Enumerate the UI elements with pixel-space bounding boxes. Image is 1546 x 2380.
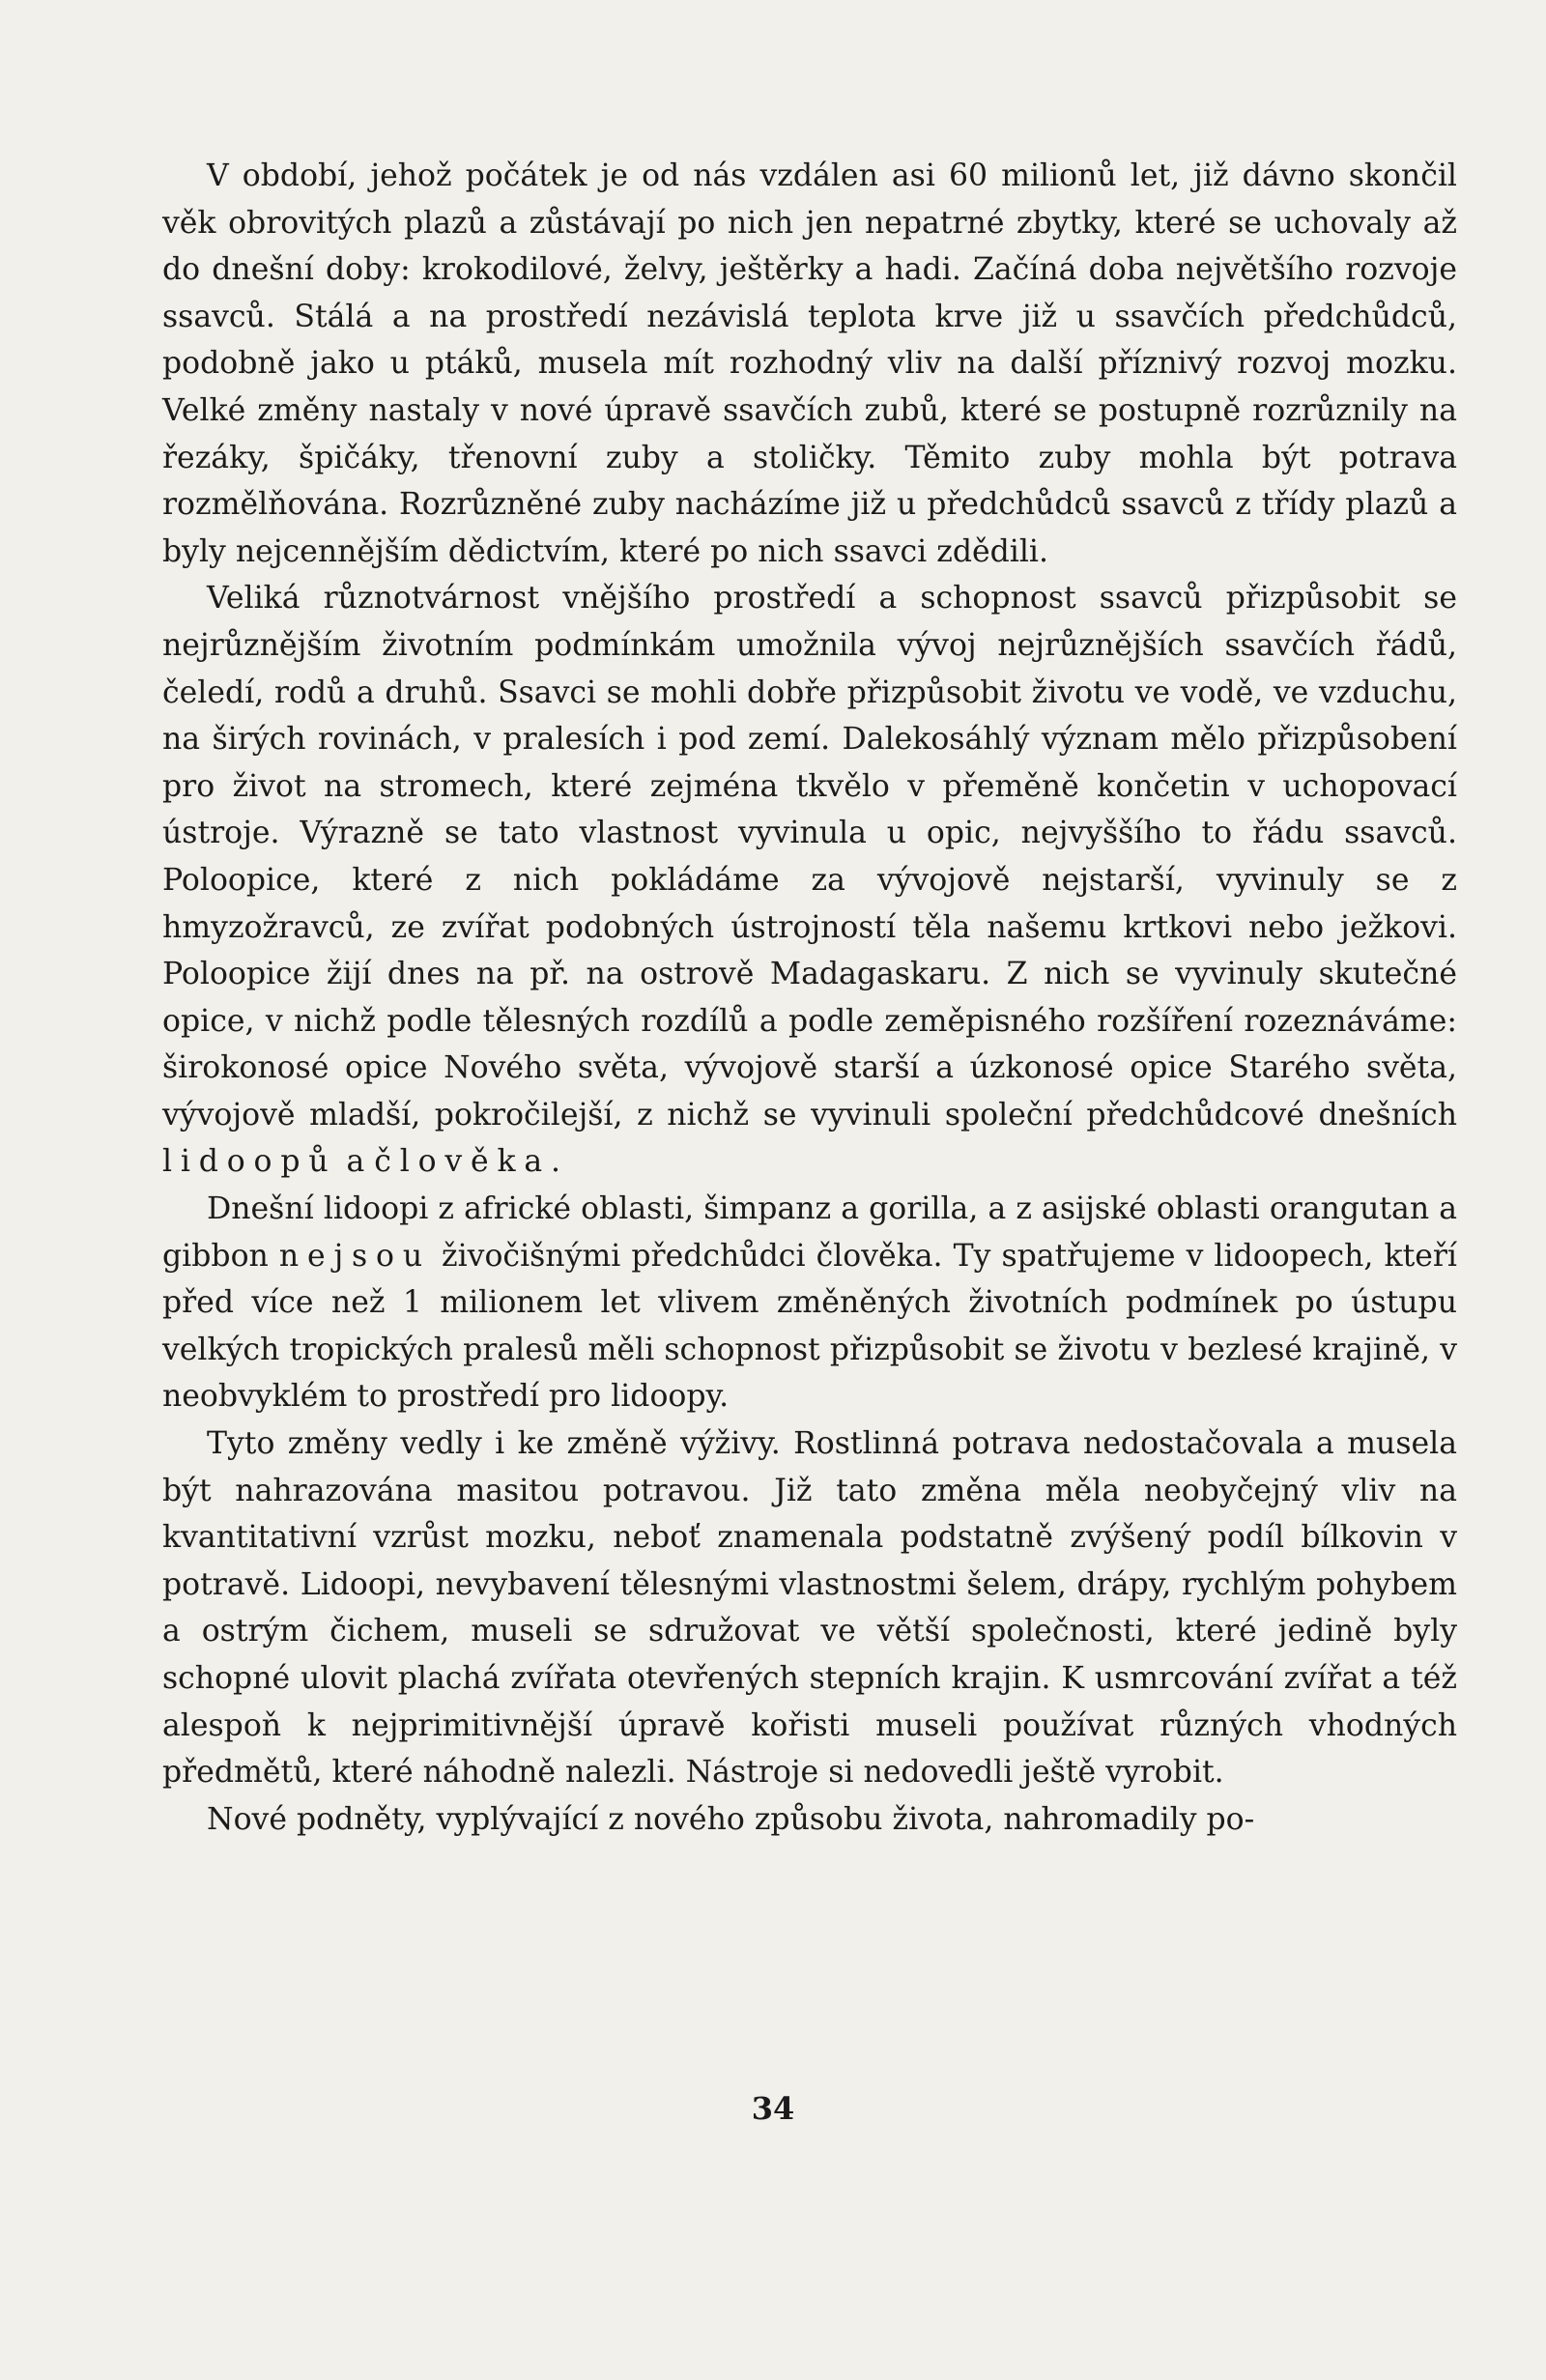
paragraph-text: .	[550, 1144, 560, 1180]
body-text	[162, 153, 1457, 1843]
paragraph-text: Veliká různotvárnost vnějšího prostředí a schopnost ssavců přizpůsobit se nejrůznějším životním podmínkám umožnila vývoj nejrůznějších ssavčích řádů, čeledí, rodů a druhů. Ssavci se mohli dobře přizpůsobit životu ve vodě, ve vzduchu, na širých rovinách, v pralesích i pod zemí. Dalekosáhlý význam mělo přizpůsobení pro život na stromech, které zejména tkvělo v přeměně končetin v uchopovací ústroje. Výrazně se tato vlastnost vyvinula u opic, nejvyššího to řádu ssavců. Poloopice, které z nich pokládáme za vývojově nejstarší, vyvinuly se z hmyzožravců, ze zvířat podobných ústrojností těla našemu krtkovi nebo ježkovi. Poloopice žijí dnes na př. na ostrově Madagaskaru. Z nich se vyvinuly skutečné opice, v nichž podle tělesných rozdílů a podle zeměpisného rozšíření rozeznáváme: širokonosé opice Nového světa, vývojově starší a úzkonosé opice Starého světa, vývojově mladší, pokročilejší, z nichž se vyvinuli společní předchůdcové dnešních	[162, 581, 1457, 1133]
paragraph-text: Tyto změny vedly i ke změně výživy. Rostlinná potrava nedostačovala a musela být nahrazována masitou potravou. Již tato změna měla neobyčejný vliv na kvantitativní vzrůst mozku, neboť znamenala podstatně zvýšený podíl bílkovin v potravě. Lidoopi, nevybavení tělesnými vlastnostmi šelem, drápy, rychlým pohybem a ostrým čichem, museli se sdružovat ve větší společnosti, které jedině byly schopné ulovit plachá zvířata otevřených stepních krajin. K usmrcování zvířat a též alespoň k nejprimitivnější úpravě kořisti museli používat různých vhodných předmětů, které náhodně nalezli. Nástroje si nedovedli ještě vyrobit.	[162, 1426, 1457, 1791]
paragraph-text: a	[336, 1144, 375, 1180]
emphasis-nejsou: nejsou	[278, 1238, 431, 1274]
paragraph-1	[162, 153, 1457, 575]
emphasis-lidoopu: lidoopů	[162, 1144, 337, 1180]
paragraph-2	[162, 575, 1457, 1186]
paragraph-4	[162, 1420, 1457, 1796]
paragraph-text: Nové podněty, vyplývající z nového způsobu života, nahromadily po-	[207, 1801, 1255, 1837]
paragraph-5	[162, 1796, 1457, 1844]
paragraph-text: živočišnými předchůdci člověka. Ty spatřujeme v lidoopech, kteří před více než 1 milionem let vlivem změněných životních podmínek po ústupu velkých tropických pralesů měli schopnost přizpůsobit se životu v bezlesé krajině, v neobvyklém to prostředí pro lidoopy.	[162, 1238, 1457, 1415]
paragraph-text: V období, jehož počátek je od nás vzdálen asi 60 milionů let, již dávno skončil věk obrovitých plazů a zůstávají po nich jen nepatrné zbytky, které se uchovaly až do dnešní doby: krokodilové, želvy, ještěrky a hadi. Začíná doba největšího rozvoje ssavců. Stálá a na prostředí nezávislá teplota krve již u ssavčích předchůdců, podobně jako u ptáků, musela mít rozhodný vliv na další příznivý rozvoj mozku. Velké změny nastaly v nové úpravě ssavčích zubů, které se postupně rozrůznily na řezáky, špičáky, třenovní zuby a stoličky. Těmito zuby mohla být potrava rozmělňována. Rozrůzněné zuby nacházíme již u předchůdců ssavců z třídy plazů a byly nejcennějším dědictvím, které po nich ssavci zdědili.	[162, 158, 1457, 569]
emphasis-cloveka: člověka	[374, 1144, 551, 1180]
paragraph-3	[162, 1186, 1457, 1420]
page-number: 34	[751, 2090, 795, 2127]
paragraph-text: Dnešní lidoopi z africké oblasti, šimpanz a gorilla, a z asijské oblasti orangutan a gibbon	[162, 1191, 1457, 1274]
